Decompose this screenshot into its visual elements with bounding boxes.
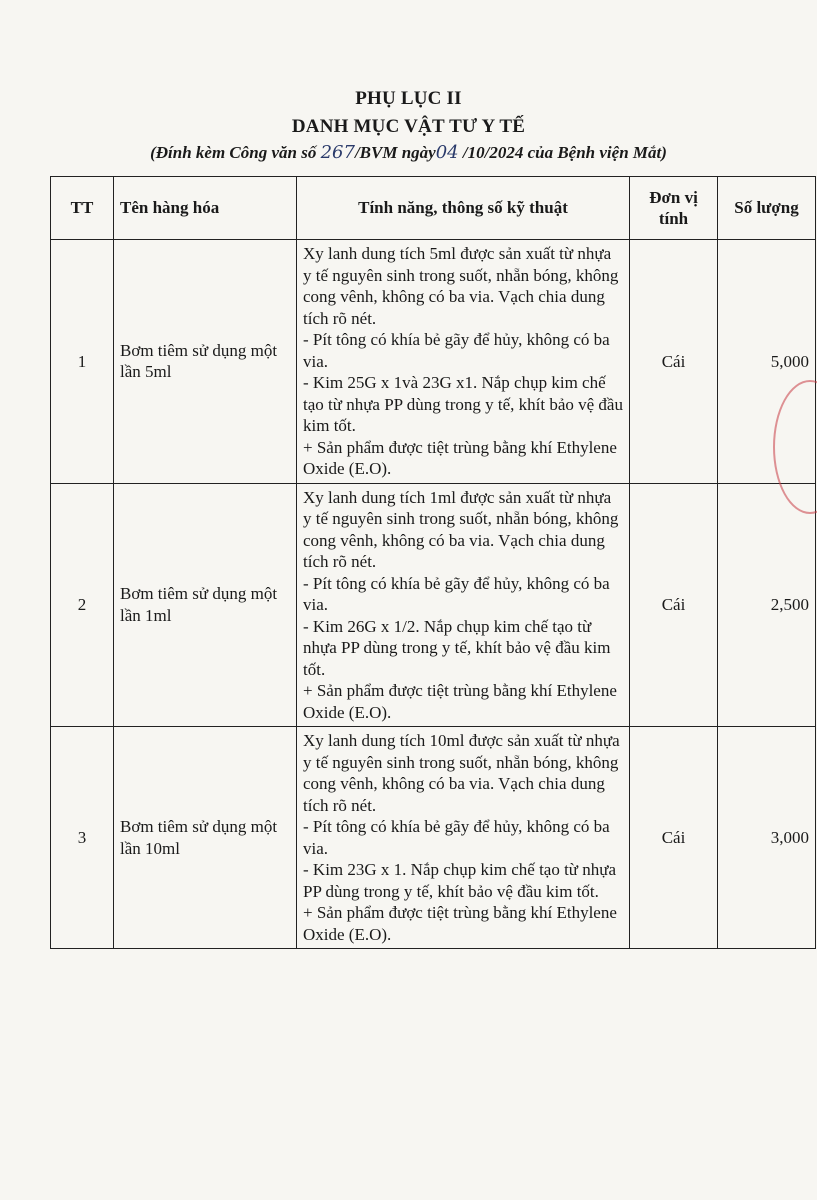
attachment-note-prefix: (Đính kèm Công văn số [150, 143, 321, 162]
supplies-table [50, 176, 816, 949]
handwritten-doc-number: 267 [320, 142, 355, 163]
table-row [51, 240, 816, 484]
row-qty: 5,000 [718, 240, 816, 484]
spec-line: - Pít tông có khía bẻ gãy để hủy, không có ba via. [303, 330, 610, 371]
header-unit: Đơn vị tính [630, 177, 718, 240]
row-unit: Cái [630, 240, 718, 484]
list-title: DANH MỤC VẬT TƯ Y TẾ [291, 116, 526, 137]
row-tt: 1 [51, 240, 114, 484]
table-row [51, 727, 816, 949]
header-name: Tên hàng hóa [114, 177, 297, 240]
spec-line: Xy lanh dung tích 10ml được sản xuất từ nhựa y tế nguyên sinh trong suốt, nhẵn bóng, không cong vênh, không có ba via. Vạch chia dung tích rõ nét. [303, 731, 620, 815]
spec-line: Xy lanh dung tích 1ml được sản xuất từ nhựa y tế nguyên sinh trong suốt, nhẵn bóng, không cong vênh, không có ba via. Vạch chia dung tích rõ nét. [303, 487, 619, 571]
header-qty: Số lượng [718, 177, 816, 240]
row-unit: Cái [630, 483, 718, 727]
attachment-note-mid: /BVM ngày [354, 143, 436, 162]
spec-line: - Kim 26G x 1/2. Nắp chụp kim chế tạo từ nhựa PP dùng trong y tế, khít bảo vệ đầu kim tốt. [303, 616, 611, 679]
row-name: Bơm tiêm sử dụng một lần 10ml [114, 727, 297, 949]
row-qty: 3,000 [718, 727, 816, 949]
row-tt: 2 [51, 483, 114, 727]
handwritten-doc-day: 04 [435, 142, 459, 163]
header-tt: TT [51, 177, 114, 240]
row-qty: 2,500 [718, 483, 816, 727]
spec-line: + Sản phẩm được tiệt trùng bằng khí Ethylene Oxide (E.O). [303, 903, 617, 944]
row-tt: 3 [51, 727, 114, 949]
spec-line: Xy lanh dung tích 5ml được sản xuất từ nhựa y tế nguyên sinh trong suốt, nhẵn bóng, không cong vênh, không có ba via. Vạch chia dung tích rõ nét. [303, 244, 619, 328]
row-name: Bơm tiêm sử dụng một lần 5ml [114, 240, 297, 484]
attachment-note [0, 142, 817, 163]
header-spec: Tính năng, thông số kỹ thuật [297, 177, 630, 240]
spec-line: - Pít tông có khía bẻ gãy để hủy, không có ba via. [303, 817, 610, 858]
table-header-row [51, 177, 816, 240]
row-name: Bơm tiêm sử dụng một lần 1ml [114, 483, 297, 727]
row-spec [297, 483, 630, 727]
spec-line: + Sản phẩm được tiệt trùng bằng khí Ethylene Oxide (E.O). [303, 437, 617, 478]
appendix-title: PHỤ LỤC II [355, 88, 462, 109]
row-unit: Cái [630, 727, 718, 949]
spec-line: - Kim 23G x 1. Nắp chụp kim chế tạo từ nhựa PP dùng trong y tế, khít bảo vệ đầu kim tốt. [303, 860, 617, 901]
row-spec [297, 240, 630, 484]
row-spec [297, 727, 630, 949]
spec-line: + Sản phẩm được tiệt trùng bằng khí Ethylene Oxide (E.O). [303, 681, 617, 722]
attachment-note-suffix: /10/2024 của Bệnh viện Mắt) [458, 143, 667, 162]
table-row [51, 483, 816, 727]
spec-line: - Kim 25G x 1và 23G x1. Nắp chụp kim chế tạo từ nhựa PP dùng trong y tế, khít bảo vệ đầu kim tốt. [303, 373, 623, 435]
spec-line: - Pít tông có khía bẻ gãy để hủy, không có ba via. [303, 573, 610, 614]
